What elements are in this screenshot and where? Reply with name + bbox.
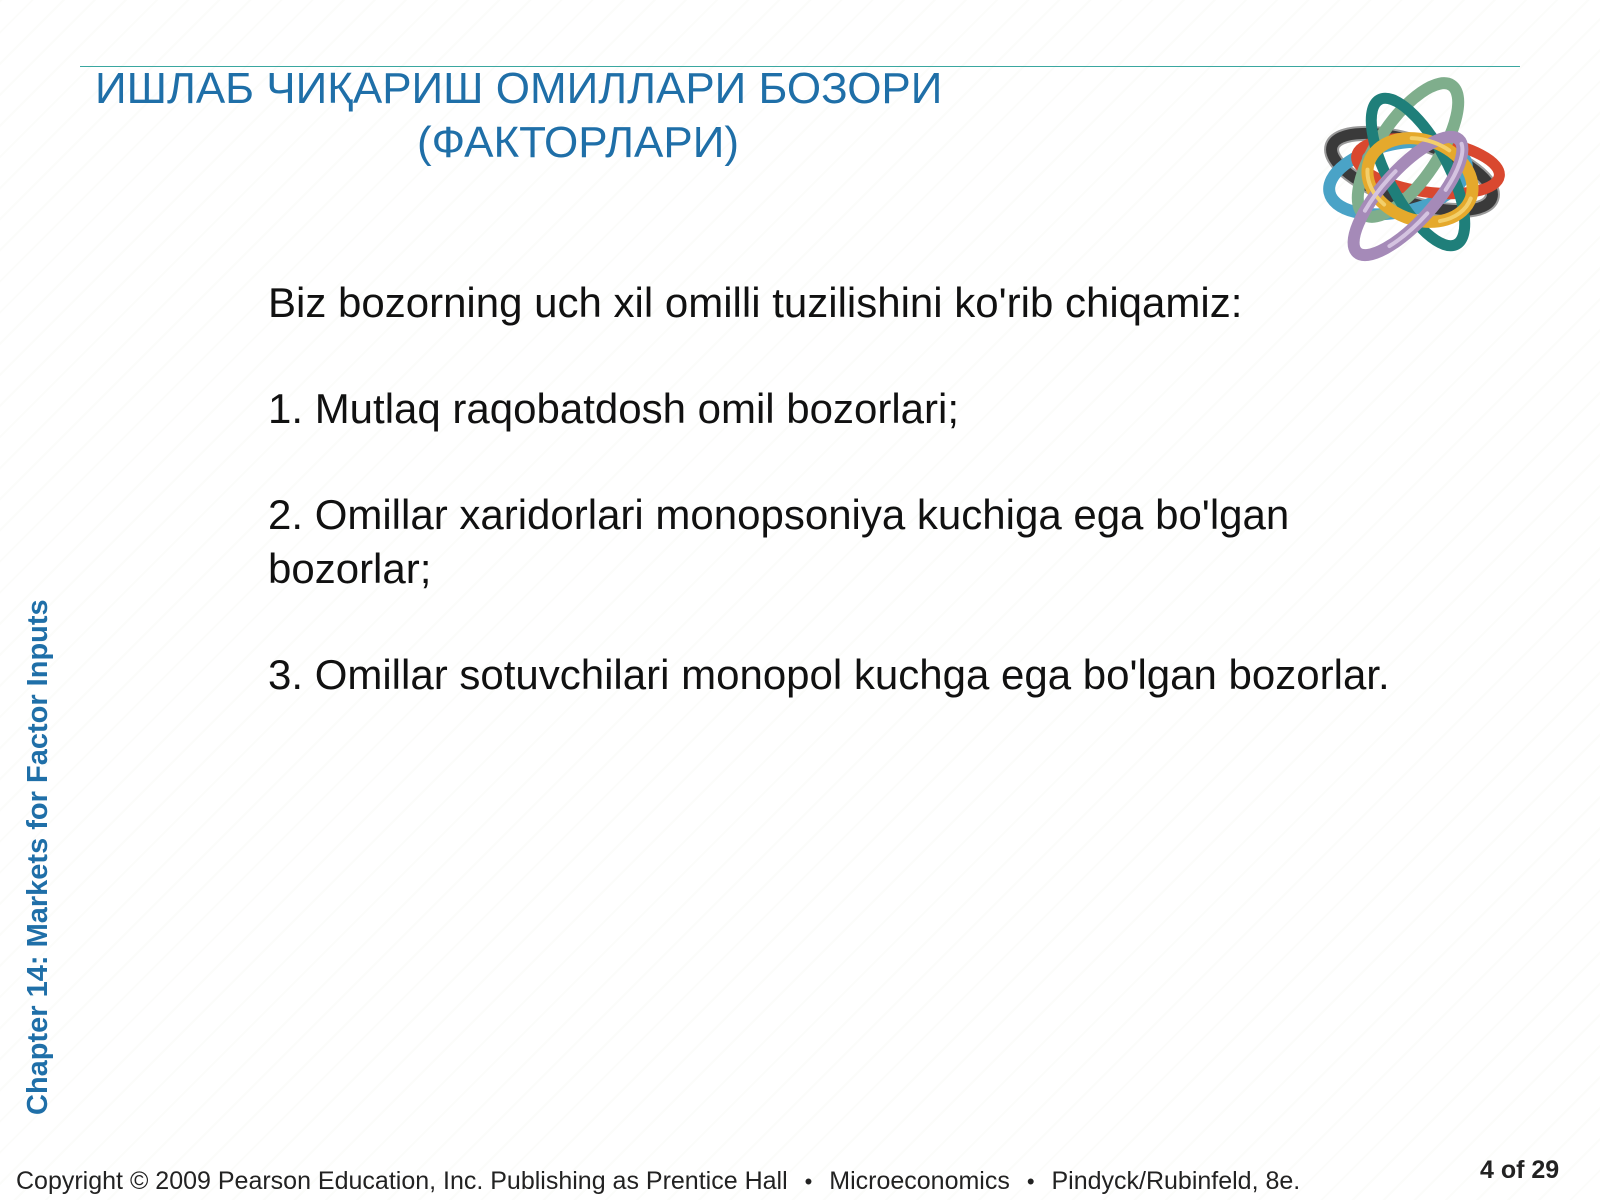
book-authors: Pindyck/Rubinfeld, 8e. [1051, 1167, 1301, 1195]
intro-text: Biz bozorning uch xil omilli tuzilishini ko'rib chiqamiz: [268, 279, 1243, 326]
footer-separator: • [804, 1169, 813, 1194]
slide-title-line-2: (ФАКТОРЛАРИ) [417, 118, 739, 167]
footer-separator: • [1026, 1169, 1035, 1194]
slide-title [95, 62, 1070, 170]
list-item: 2. Omillar xaridorlari monopsoniya kuchiga ega bo'lgan bozorlar; [268, 491, 1290, 592]
slide-title-line-1: ИШЛАБ ЧИҚАРИШ ОМИЛЛАРИ БОЗОРИ [95, 64, 943, 113]
chapter-label: Chapter 14: Markets for Factor Inputs [22, 599, 54, 1115]
copyright-text: Copyright © 2009 Pearson Education, Inc. Publishing as Prentice Hall [16, 1167, 788, 1195]
list-item: 1. Mutlaq raqobatdosh omil bozorlari; [268, 385, 960, 432]
page-number: 4 of 29 [1480, 1156, 1560, 1184]
slide-body [268, 276, 1418, 754]
book-title: Microeconomics [829, 1167, 1010, 1195]
interlocking-rings-icon [1300, 70, 1520, 270]
list-item: 3. Omillar sotuvchilari monopol kuchga ega bo'lgan bozorlar. [268, 651, 1390, 698]
footer [16, 1166, 1300, 1197]
